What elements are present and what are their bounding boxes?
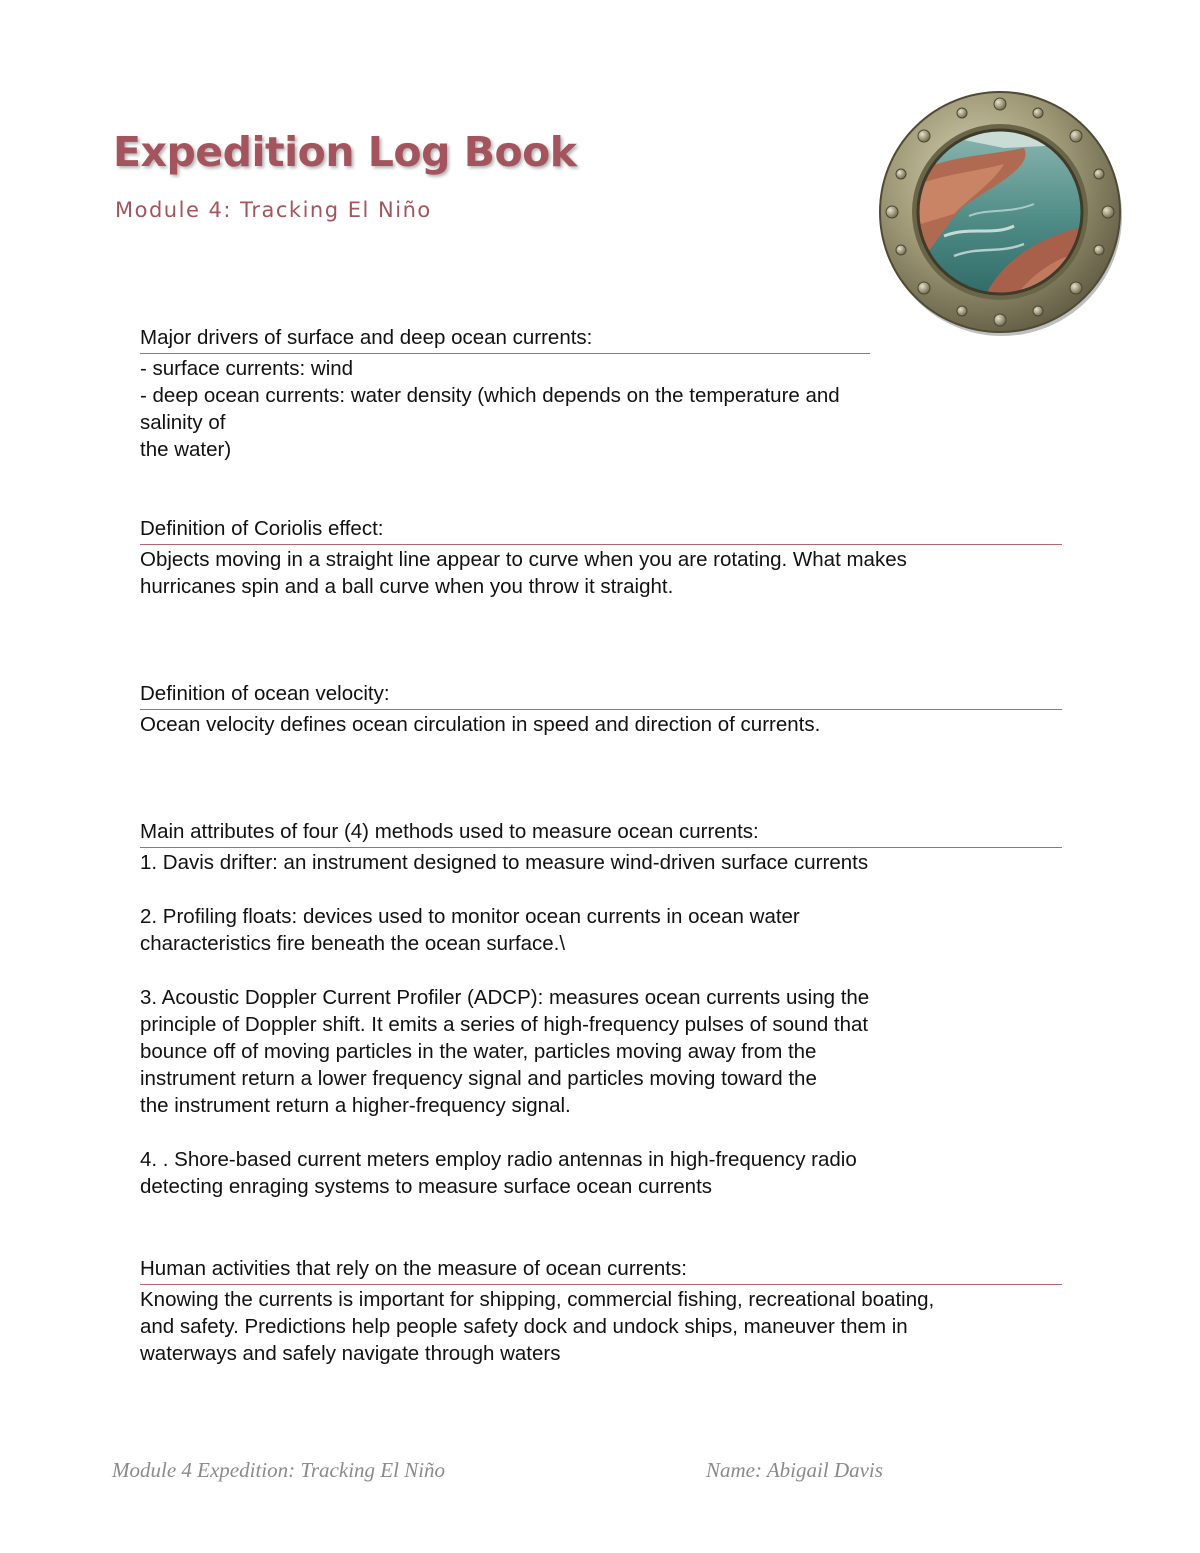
answer-line: hurricanes spin and a ball curve when you throw it straight. xyxy=(140,575,674,598)
page-title: Expedition Log Book xyxy=(113,128,577,176)
section-ocean-velocity-definition xyxy=(140,680,1062,738)
answer-line: the water) xyxy=(140,438,232,461)
footer-module-label: Module 4 Expedition: Tracking El Niño xyxy=(112,1458,446,1482)
section-heading: Definition of Coriolis effect: xyxy=(140,517,384,540)
method-item: 1. Davis drifter: an instrument designed to measure wind-driven surface currents xyxy=(140,851,869,874)
porthole-icon xyxy=(874,86,1126,338)
section-heading: Definition of ocean velocity: xyxy=(140,682,390,705)
page-subtitle: Module 4: Tracking El Niño xyxy=(115,198,432,222)
method-item: principle of Doppler shift. It emits a series of high-frequency pulses of sound that xyxy=(140,1013,869,1036)
heading-rule xyxy=(140,709,1062,710)
heading-rule xyxy=(140,353,870,354)
heading-rule xyxy=(140,544,1062,545)
answer-line: Objects moving in a straight line appear to curve when you are rotating. What makes xyxy=(140,548,907,571)
section-coriolis-definition xyxy=(140,515,1062,600)
method-item: 3. Acoustic Doppler Current Profiler (ADCP): measures ocean currents using the xyxy=(140,986,870,1009)
section-heading: Major drivers of surface and deep ocean currents: xyxy=(140,326,593,349)
method-item: the instrument return a higher-frequency signal. xyxy=(140,1094,571,1117)
section-heading: Human activities that rely on the measure of ocean currents: xyxy=(140,1257,687,1280)
method-item: bounce off of moving particles in the water, particles moving away from the xyxy=(140,1040,817,1063)
answer-line: Ocean velocity defines ocean circulation in speed and direction of currents. xyxy=(140,713,821,736)
method-item: instrument return a lower frequency signal and particles moving toward the xyxy=(140,1067,817,1090)
footer-student-name: Name: Abigail Davis xyxy=(706,1458,883,1482)
answer-line: Knowing the currents is important for shipping, commercial fishing, recreational boating, xyxy=(140,1288,935,1311)
section-ocean-current-drivers xyxy=(140,324,870,463)
answer-line: - surface currents: wind xyxy=(140,357,354,380)
method-item: detecting enraging systems to measure surface ocean currents xyxy=(140,1175,713,1198)
method-item: 2. Profiling floats: devices used to monitor ocean currents in ocean water xyxy=(140,905,800,928)
section-measurement-methods xyxy=(140,818,1062,1200)
answer-line: waterways and safely navigate through waters xyxy=(140,1342,561,1365)
heading-rule xyxy=(140,847,1062,848)
method-item: characteristics fire beneath the ocean surface.\ xyxy=(140,932,566,955)
heading-rule xyxy=(140,1284,1062,1285)
section-heading: Main attributes of four (4) methods used to measure ocean currents: xyxy=(140,820,759,843)
method-item: 4. . Shore-based current meters employ radio antennas in high-frequency radio xyxy=(140,1148,857,1171)
section-human-activities xyxy=(140,1255,1062,1367)
answer-line: and safety. Predictions help people safety dock and undock ships, maneuver them in xyxy=(140,1315,908,1338)
answer-line: - deep ocean currents: water density (which depends on the temperature and salinity of xyxy=(140,384,846,434)
